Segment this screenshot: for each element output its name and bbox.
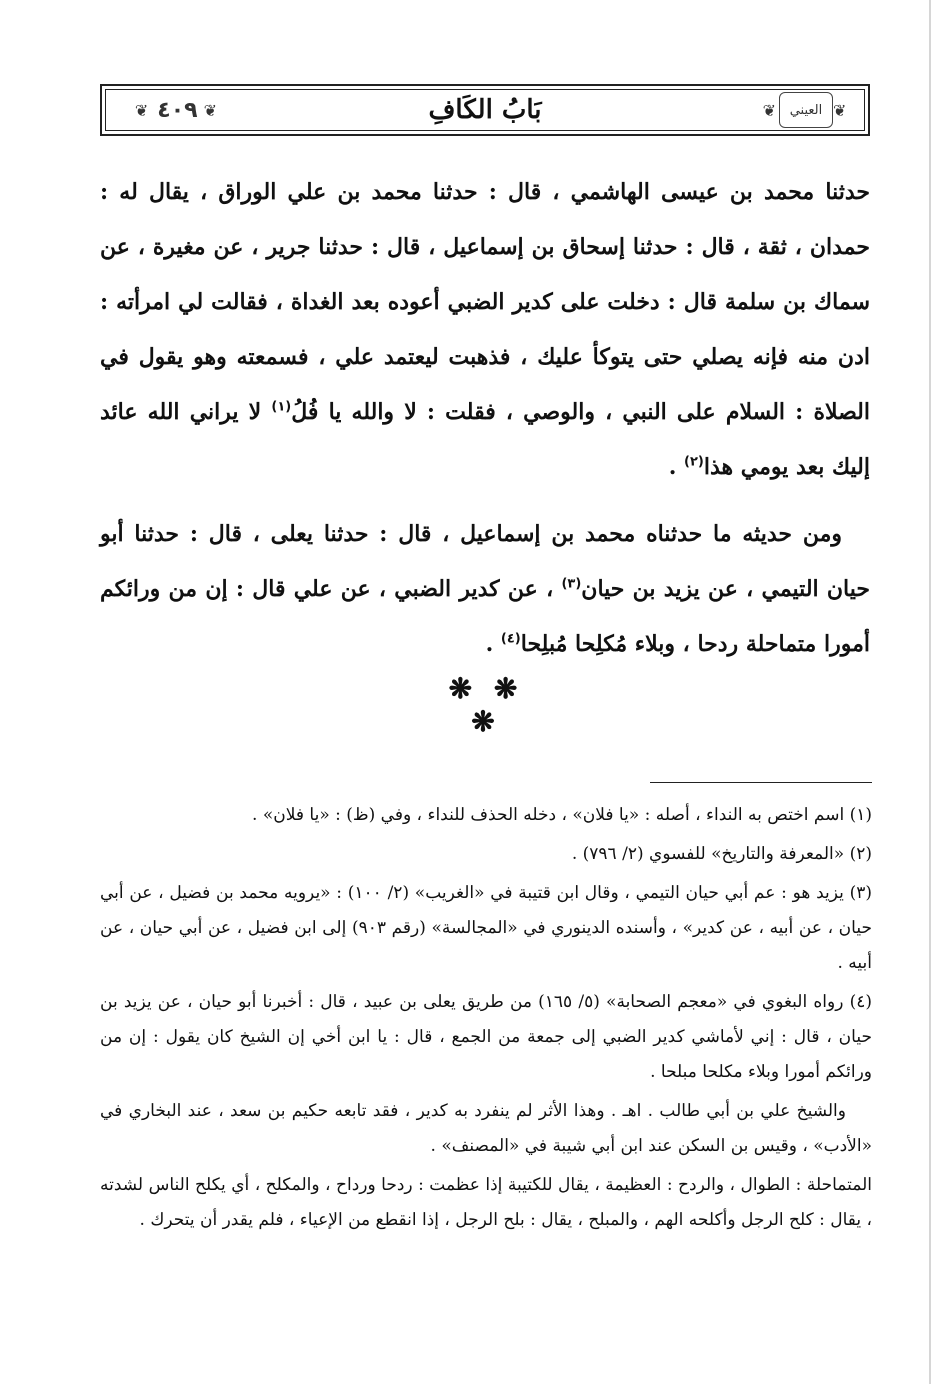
text-run: ومن حديثه ما حدثناه محمد بن إسماعيل ، قال : حدثنا يعلى ، قال : حدثنا أبو حيان التيمي ، عن يزيد بن حيان	[100, 521, 870, 602]
page-number-frame	[108, 90, 220, 130]
footnote-ref: (١)	[271, 399, 292, 415]
text-run: ، عن كدير الضبي ، عن علي قال : إن من ورائكم أمورا متماحلة ردحا ، وبلاء مُكلِحا مُبلِحا	[100, 576, 870, 657]
text-run: .	[668, 454, 685, 480]
footnote: (٣) يزيد هو : عم أبي حيان التيمي ، وقال ابن قتيبة في «الغريب» (٢/ ١٠٠) : «يرويه محمد بن فضيل ، عن أبي حيان ، عن أبيه ، عن كدير» ، وأسنده الدينوري في «المجالسة» (رقم ٩٠٣) إلى ابن فضيل ، عن أبي حيان ، عن أبيه .	[100, 883, 872, 973]
footnote-continuation: المتماحلة : الطوال ، والردح : العظيمة ، يقال للكتيبة إذا عظمت : ردحا ورداح ، والمكلح ، أي يكلح الناس لشدته ، يقال : كلح الرجل وأكلحه الهم ، والمبلح ، يقال : بلح الرجل ، إذا انقطع من الإعياء ، فلم يقدر أن يتحرك .	[100, 1175, 872, 1230]
ornament-icon: ❦	[832, 100, 850, 120]
page-header	[100, 84, 870, 136]
footnote: (١) اسم اختص به النداء ، أصله : «يا فلان» ، دخله الحذف للنداء ، وفي (ظ) : «يا فلان» .	[252, 805, 872, 825]
main-text	[100, 165, 870, 672]
footnote-ref: (٢)	[684, 454, 704, 470]
logo-frame	[750, 90, 862, 130]
footnote-ref: (٣)	[561, 576, 582, 592]
footnote: (٤) رواه البغوي في «معجم الصحابة» (٥/ ١٦٥) من طريق يعلى بن عبيد ، قال : أخبرنا أبو حيان ، عن يزيد بن حيان ، قال : إني لأماشي كدير الضبي إلى جمعة من الجمع ، قال : يا ابن أخي إن الشيخ كان يقول : إن من ورائكم أمورا وبلاء مكلحا مبلحا .	[100, 992, 872, 1082]
section-separator: ❋ ❋ ❋	[448, 672, 524, 738]
publisher-logo: العيني	[779, 92, 833, 128]
text-run: لا يراني الله عائد إليك بعد يومي هذا	[100, 399, 870, 480]
text-run: حدثنا محمد بن عيسى الهاشمي ، قال : حدثنا محمد بن علي الوراق ، يقال له : حمدان ، ثقة ، قال : حدثنا إسحاق بن إسماعيل ، قال : حدثنا جرير ، عن مغيرة ، عن سماك بن سلمة قال : دخلت على كدير الضبي أعوده بعد الغداة ، فقالت لي امرأته : ادن منه فإنه يصلي حتى يتوكأ عليك ، فذهبت ليعتمد علي ، فسمعته وهو يقول في الصلاة : السلام على النبي ، والوصي ، فقلت : لا والله يا فُلُ	[100, 179, 870, 425]
paragraph	[100, 165, 870, 495]
ornament-icon: ❦	[203, 100, 220, 120]
ornament-icon: ❦	[762, 100, 779, 120]
footnote: (٢) «المعرفة والتاريخ» للفسوي (٢/ ٧٩٦) .	[571, 844, 872, 864]
paragraph	[100, 507, 870, 672]
page-edge	[929, 0, 931, 1384]
footnote-continuation: والشيخ علي بن أبي طالب . اهـ . وهذا الأثر لم ينفرد به كدير ، فقد تابعه حكيم بن سعد ، عند البخاري في «الأدب» ، وقيس بن السكن عند ابن أبي شيبة في «المصنف» .	[100, 1101, 872, 1156]
footnote-divider	[650, 782, 872, 783]
chapter-title: بَابُ الكَافِ	[428, 95, 542, 125]
page-number: ٤٠٩	[157, 97, 198, 123]
ornament-icon: ❦	[134, 100, 152, 120]
footnotes	[100, 798, 872, 1242]
text-run: .	[485, 631, 501, 657]
footnote-ref: (٤)	[500, 631, 521, 647]
